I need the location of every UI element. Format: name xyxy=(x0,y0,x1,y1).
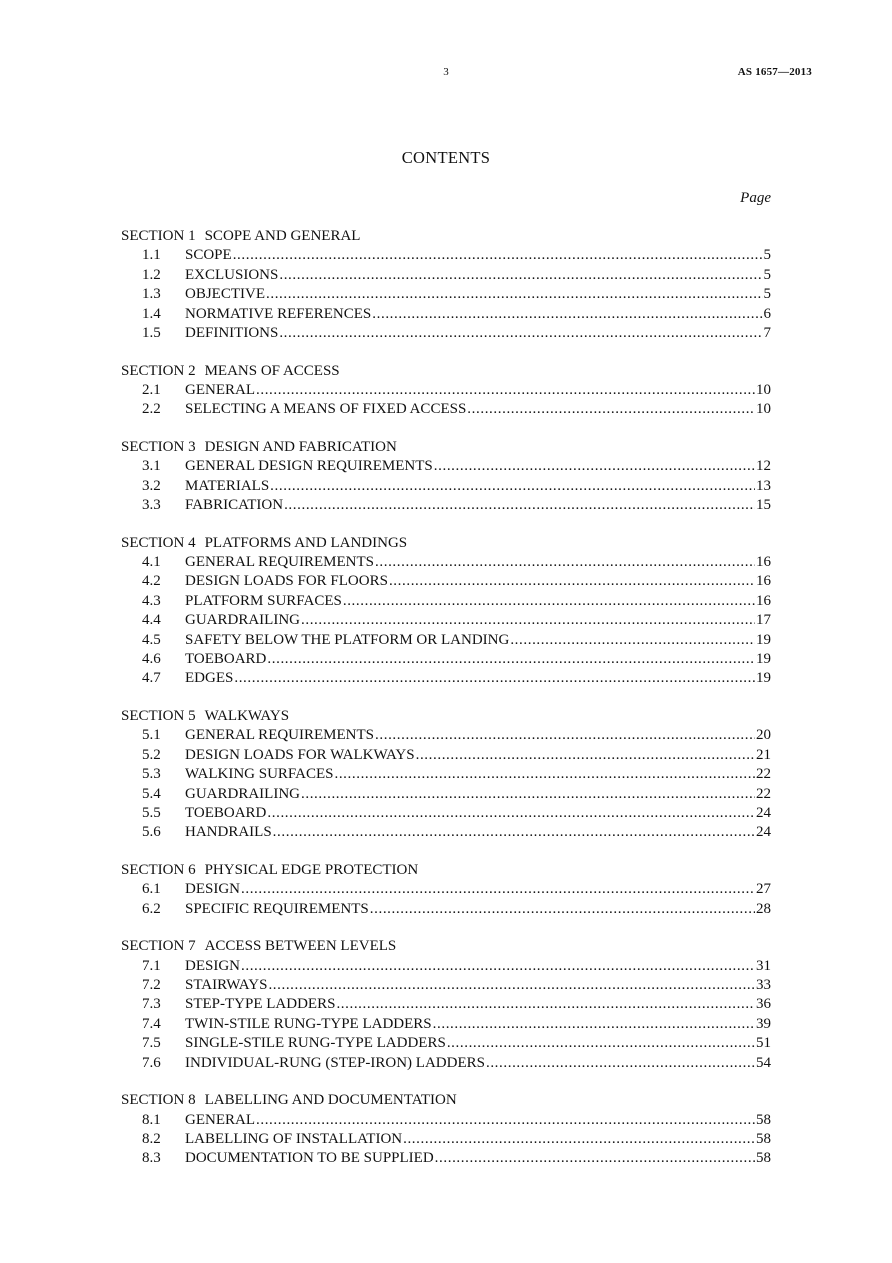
entry-number: 5.5 xyxy=(142,804,161,821)
entry-title: DESIGN xyxy=(185,881,240,898)
entry-page-number: 5 xyxy=(763,266,771,283)
entry-number: 2.1 xyxy=(142,381,161,398)
entry-page-number: 27 xyxy=(756,881,771,898)
entry-title: GENERAL DESIGN REQUIREMENTS xyxy=(185,458,433,475)
toc-entry[interactable] xyxy=(121,1015,771,1034)
section-label: SECTION 5 xyxy=(121,707,196,724)
page-number: 3 xyxy=(443,66,449,78)
entry-page-number: 6 xyxy=(763,305,771,322)
toc-section xyxy=(121,937,771,1073)
dot-leader xyxy=(241,957,755,976)
entry-title: GUARDRAILING xyxy=(185,612,300,629)
entry-title: GENERAL REQUIREMENTS xyxy=(185,554,375,571)
entry-page-number: 21 xyxy=(756,746,771,763)
dot-leader xyxy=(372,305,762,324)
toc-entry[interactable] xyxy=(121,611,771,630)
entry-page-number: 33 xyxy=(756,977,771,994)
entry-title: PLATFORM SURFACES xyxy=(185,592,342,609)
entry-number: 5.2 xyxy=(142,746,161,763)
dot-leader xyxy=(510,631,755,650)
dot-leader xyxy=(241,880,755,899)
dot-leader xyxy=(343,592,755,611)
section-label: SECTION 3 xyxy=(121,438,196,455)
entry-title: TOEBOARD xyxy=(185,650,267,667)
entry-title: DOCUMENTATION TO BE SUPPLIED xyxy=(185,1150,434,1167)
toc-section xyxy=(121,227,771,343)
dot-leader xyxy=(233,246,763,265)
entry-page-number: 28 xyxy=(756,900,771,917)
entry-title: MATERIALS xyxy=(185,477,270,494)
toc-entry[interactable] xyxy=(121,572,771,591)
entry-page-number: 16 xyxy=(756,554,771,571)
toc-section xyxy=(121,438,771,516)
entry-page-number: 22 xyxy=(756,766,771,783)
entry-page-number: 58 xyxy=(756,1130,771,1147)
toc-entry[interactable] xyxy=(121,457,771,476)
entry-title: OBJECTIVE xyxy=(185,286,265,303)
section-label: SECTION 1 xyxy=(121,228,196,244)
entry-number: 4.1 xyxy=(142,554,161,571)
table-of-contents xyxy=(121,227,771,1187)
entry-number: 7.2 xyxy=(142,977,161,994)
page-title: CONTENTS xyxy=(401,148,491,167)
entry-page-number: 51 xyxy=(756,1035,771,1052)
entry-number: 4.6 xyxy=(142,650,161,667)
toc-entry[interactable] xyxy=(121,1130,771,1149)
page-column-label: Page xyxy=(740,190,771,206)
entry-title: STAIRWAYS xyxy=(185,977,268,994)
entry-page-number: 13 xyxy=(756,477,771,494)
entry-title: GENERAL REQUIREMENTS xyxy=(185,727,375,744)
dot-leader xyxy=(435,1149,755,1168)
entry-title: SCOPE xyxy=(185,247,232,264)
entry-number: 5.3 xyxy=(142,766,161,783)
section-label: SECTION 7 xyxy=(121,938,196,955)
entry-number: 1.5 xyxy=(142,324,161,341)
toc-entry[interactable] xyxy=(121,400,771,419)
entry-title: INDIVIDUAL-RUNG (STEP-IRON) LADDERS xyxy=(185,1054,485,1071)
entry-title: LABELLING OF INSTALLATION xyxy=(185,1130,403,1147)
toc-entry[interactable] xyxy=(121,592,771,611)
entry-title: EXCLUSIONS xyxy=(185,266,279,283)
entry-number: 4.7 xyxy=(142,670,161,687)
toc-entry[interactable] xyxy=(121,804,771,823)
entry-number: 8.1 xyxy=(142,1111,161,1128)
toc-entry[interactable] xyxy=(121,246,771,265)
entry-title: TWIN-STILE RUNG-TYPE LADDERS xyxy=(185,1015,432,1032)
entry-number: 7.6 xyxy=(142,1054,161,1071)
dot-leader xyxy=(334,765,755,784)
entry-title: EDGES xyxy=(185,670,234,687)
section-heading[interactable] xyxy=(121,362,771,381)
entry-page-number: 10 xyxy=(756,381,771,398)
toc-section xyxy=(121,362,771,420)
entry-title: SAFETY BELOW THE PLATFORM OR LANDING xyxy=(185,631,510,648)
dot-leader xyxy=(336,995,755,1014)
toc-section xyxy=(121,707,771,843)
toc-section xyxy=(121,534,771,689)
dot-leader xyxy=(267,650,755,669)
entry-number: 1.1 xyxy=(142,247,161,264)
section-heading[interactable] xyxy=(121,1091,771,1110)
entry-page-number: 7 xyxy=(763,324,771,341)
section-title: DESIGN AND FABRICATION xyxy=(204,438,397,455)
entry-page-number: 31 xyxy=(756,957,771,974)
dot-leader xyxy=(301,611,755,630)
entry-page-number: 19 xyxy=(756,650,771,667)
toc-entry[interactable] xyxy=(121,1111,771,1130)
dot-leader xyxy=(279,324,762,343)
entry-number: 3.2 xyxy=(142,477,161,494)
entry-page-number: 5 xyxy=(763,286,771,303)
entry-page-number: 39 xyxy=(756,1015,771,1032)
entry-title: GUARDRAILING xyxy=(185,785,300,802)
entry-title: NORMATIVE REFERENCES xyxy=(185,305,372,322)
entry-title: HANDRAILS xyxy=(185,824,272,841)
dot-leader xyxy=(301,785,755,804)
entry-page-number: 36 xyxy=(756,996,771,1013)
toc-entry[interactable] xyxy=(121,785,771,804)
dot-leader xyxy=(270,477,755,496)
entry-title: DESIGN xyxy=(185,957,240,974)
dot-leader xyxy=(433,1015,755,1034)
toc-entry[interactable] xyxy=(121,880,771,899)
section-heading[interactable] xyxy=(121,861,771,880)
toc-entry[interactable] xyxy=(121,900,771,919)
section-heading[interactable] xyxy=(121,227,771,246)
entry-title: SELECTING A MEANS OF FIXED ACCESS xyxy=(185,401,467,418)
section-title: ACCESS BETWEEN LEVELS xyxy=(204,938,397,955)
toc-entry[interactable] xyxy=(121,477,771,496)
entry-number: 7.1 xyxy=(142,957,161,974)
toc-entry[interactable] xyxy=(121,669,771,688)
entry-number: 2.2 xyxy=(142,401,161,418)
dot-leader xyxy=(375,553,755,572)
entry-page-number: 58 xyxy=(756,1150,771,1167)
entry-number: 3.3 xyxy=(142,497,161,514)
toc-section xyxy=(121,861,771,919)
entry-number: 5.1 xyxy=(142,727,161,744)
entry-page-number: 10 xyxy=(756,401,771,418)
section-heading[interactable] xyxy=(121,438,771,457)
entry-number: 6.2 xyxy=(142,900,161,917)
standard-id: AS 1657—2013 xyxy=(737,66,812,78)
entry-title: WALKING SURFACES xyxy=(185,766,334,783)
toc-entry[interactable] xyxy=(121,726,771,745)
entry-number: 7.4 xyxy=(142,1015,161,1032)
section-heading[interactable] xyxy=(121,534,771,553)
entry-page-number: 19 xyxy=(756,631,771,648)
section-title: MEANS OF ACCESS xyxy=(204,362,340,379)
dot-leader xyxy=(268,976,755,995)
dot-leader xyxy=(389,572,755,591)
entry-page-number: 20 xyxy=(756,727,771,744)
dot-leader xyxy=(486,1054,755,1073)
entry-page-number: 16 xyxy=(756,573,771,590)
entry-number: 3.1 xyxy=(142,458,161,475)
section-title: SCOPE AND GENERAL xyxy=(204,228,361,244)
entry-number: 1.3 xyxy=(142,286,161,303)
entry-title: DESIGN LOADS FOR WALKWAYS xyxy=(185,746,415,763)
entry-title: SPECIFIC REQUIREMENTS xyxy=(185,900,369,917)
toc-entry[interactable] xyxy=(121,976,771,995)
toc-entry[interactable] xyxy=(121,553,771,572)
dot-leader xyxy=(467,400,755,419)
entry-page-number: 5 xyxy=(763,247,771,264)
entry-number: 8.3 xyxy=(142,1150,161,1167)
toc-entry[interactable] xyxy=(121,746,771,765)
entry-page-number: 58 xyxy=(756,1111,771,1128)
entry-number: 4.3 xyxy=(142,592,161,609)
dot-leader xyxy=(267,804,755,823)
dot-leader xyxy=(416,746,755,765)
entry-title: TOEBOARD xyxy=(185,804,267,821)
entry-title: STEP-TYPE LADDERS xyxy=(185,996,336,1013)
section-title: WALKWAYS xyxy=(204,707,290,724)
entry-title: GENERAL xyxy=(185,381,255,398)
section-label: SECTION 4 xyxy=(121,534,196,551)
toc-entry[interactable] xyxy=(121,995,771,1014)
toc-entry[interactable] xyxy=(121,496,771,515)
toc-entry[interactable] xyxy=(121,266,771,285)
dot-leader xyxy=(256,381,755,400)
entry-number: 4.4 xyxy=(142,612,161,629)
toc-entry[interactable] xyxy=(121,381,771,400)
dot-leader xyxy=(256,1111,755,1130)
toc-entry[interactable] xyxy=(121,631,771,650)
toc-entry[interactable] xyxy=(121,1054,771,1073)
toc-section xyxy=(121,1091,771,1169)
entry-number: 1.4 xyxy=(142,305,161,322)
toc-entry[interactable] xyxy=(121,823,771,842)
section-label: SECTION 6 xyxy=(121,861,196,878)
section-title: LABELLING AND DOCUMENTATION xyxy=(204,1092,457,1109)
entry-page-number: 24 xyxy=(756,824,771,841)
entry-title: GENERAL xyxy=(185,1111,255,1128)
entry-number: 5.4 xyxy=(142,785,161,802)
entry-title: SINGLE-STILE RUNG-TYPE LADDERS xyxy=(185,1035,446,1052)
entry-number: 4.5 xyxy=(142,631,161,648)
toc-entry[interactable] xyxy=(121,1034,771,1053)
entry-page-number: 54 xyxy=(756,1054,771,1071)
toc-entry[interactable] xyxy=(121,765,771,784)
entry-number: 7.5 xyxy=(142,1035,161,1052)
dot-leader xyxy=(434,457,755,476)
entry-page-number: 19 xyxy=(756,670,771,687)
dot-leader xyxy=(447,1034,755,1053)
dot-leader xyxy=(234,669,755,688)
entry-title: DEFINITIONS xyxy=(185,324,279,341)
entry-page-number: 22 xyxy=(756,785,771,802)
section-label: SECTION 8 xyxy=(121,1092,196,1109)
toc-entry[interactable] xyxy=(121,305,771,324)
entry-page-number: 15 xyxy=(756,497,771,514)
entry-title: FABRICATION xyxy=(185,497,284,514)
toc-entry[interactable] xyxy=(121,285,771,304)
dot-leader xyxy=(279,266,762,285)
entry-number: 4.2 xyxy=(142,573,161,590)
entry-title: DESIGN LOADS FOR FLOORS xyxy=(185,573,388,590)
section-heading[interactable] xyxy=(121,937,771,956)
dot-leader xyxy=(266,285,763,304)
dot-leader xyxy=(403,1130,755,1149)
dot-leader xyxy=(375,726,755,745)
toc-entry[interactable] xyxy=(121,324,771,343)
entry-number: 1.2 xyxy=(142,266,161,283)
entry-number: 8.2 xyxy=(142,1130,161,1147)
section-title: PHYSICAL EDGE PROTECTION xyxy=(204,861,419,878)
entry-page-number: 24 xyxy=(756,804,771,821)
entry-number: 7.3 xyxy=(142,996,161,1013)
dot-leader xyxy=(284,496,755,515)
entry-number: 6.1 xyxy=(142,881,161,898)
entry-number: 5.6 xyxy=(142,824,161,841)
toc-entry[interactable] xyxy=(121,957,771,976)
toc-entry[interactable] xyxy=(121,650,771,669)
section-label: SECTION 2 xyxy=(121,362,196,379)
entry-page-number: 12 xyxy=(756,458,771,475)
entry-page-number: 17 xyxy=(756,612,771,629)
toc-entry[interactable] xyxy=(121,1149,771,1168)
entry-page-number: 16 xyxy=(756,592,771,609)
dot-leader xyxy=(370,900,755,919)
dot-leader xyxy=(273,823,755,842)
section-title: PLATFORMS AND LANDINGS xyxy=(204,534,408,551)
section-heading[interactable] xyxy=(121,707,771,726)
